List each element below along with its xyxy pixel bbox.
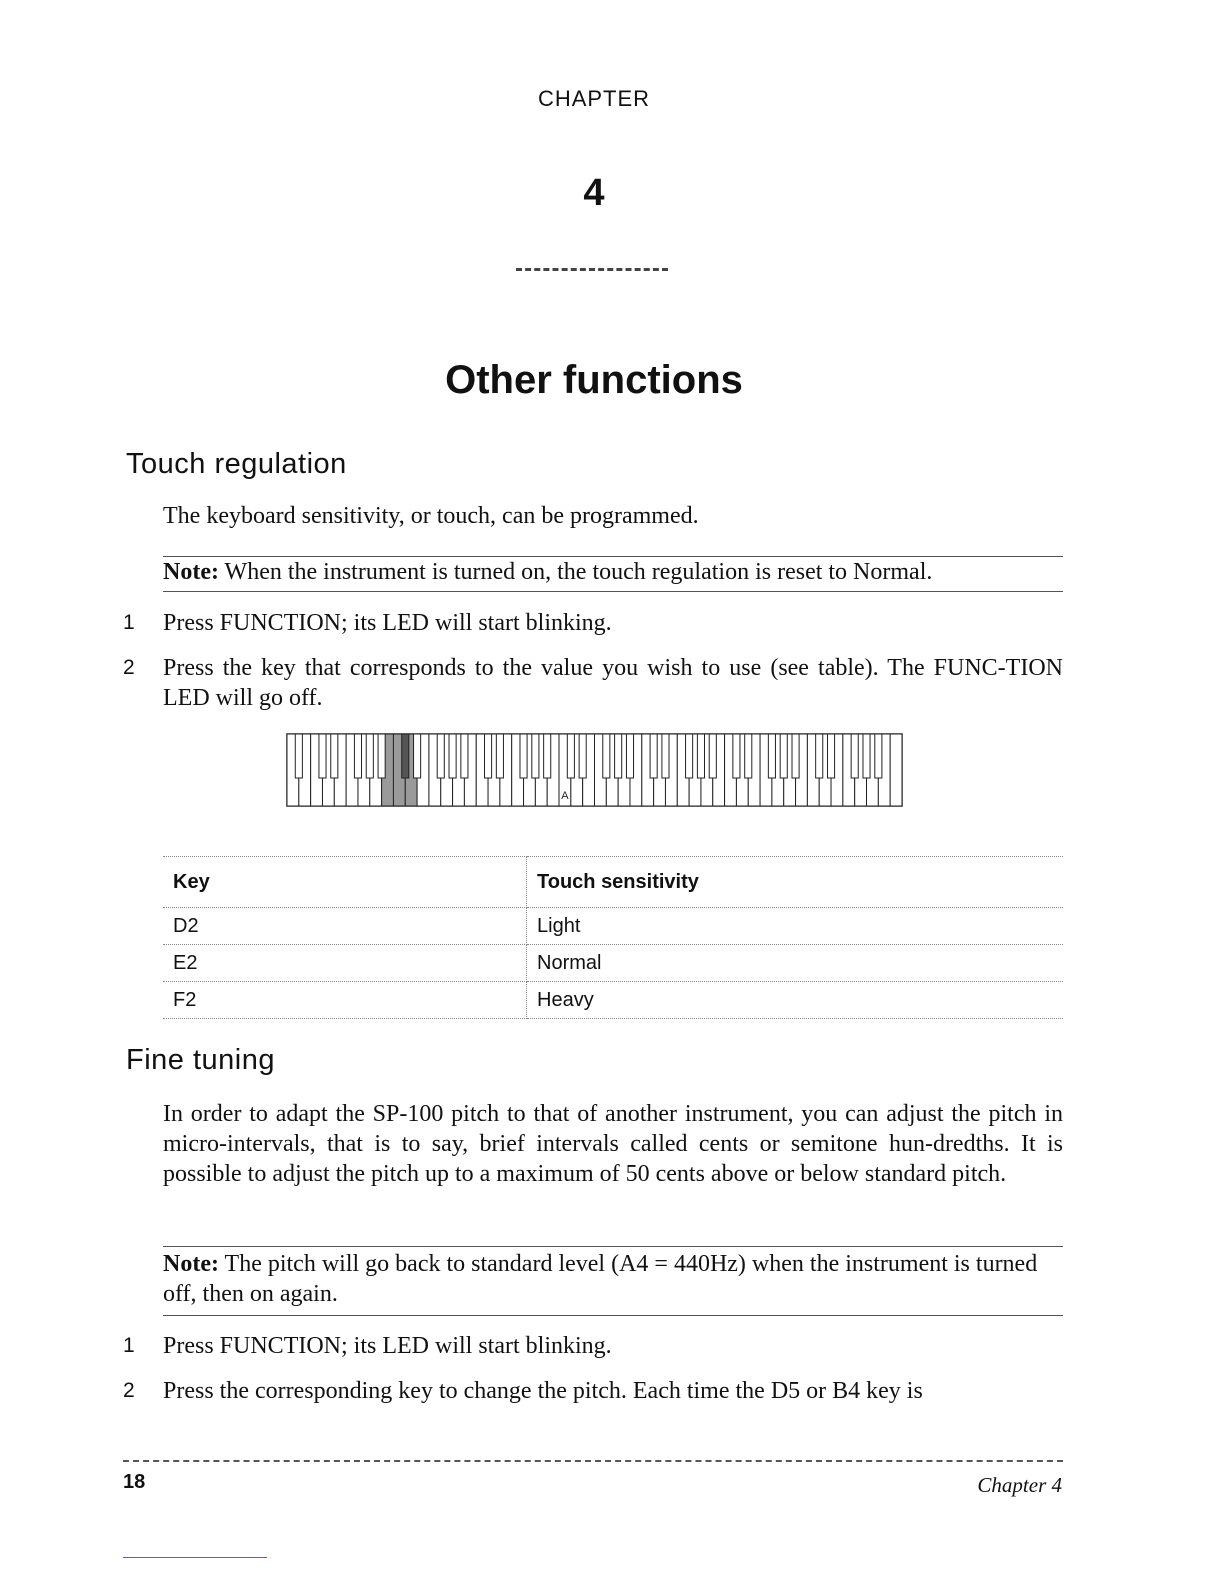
- black-key: [686, 734, 693, 778]
- black-key: [319, 734, 326, 778]
- black-key: [295, 734, 302, 778]
- list-item: [123, 1331, 1063, 1361]
- section-heading-fine-tuning: Fine tuning: [126, 1044, 275, 1076]
- touch-note: [163, 556, 1063, 592]
- footer-chapter-ref: Chapter 4: [977, 1473, 1062, 1497]
- step-text: Press FUNCTION; its LED will start blinking.: [163, 1333, 612, 1359]
- black-key: [792, 734, 799, 778]
- note-label: Note:: [163, 1251, 219, 1277]
- step-number: 2: [123, 1379, 135, 1402]
- note-text: The pitch will go back to standard level (A4 = 440Hz) when the instrument is turned off, then on again.: [163, 1251, 1038, 1307]
- note-text: When the instrument is turned on, the touch regulation is reset to Normal.: [218, 559, 933, 585]
- page-title: Other functions: [445, 358, 743, 402]
- black-key: [579, 734, 586, 778]
- table-cell-sensitivity: Light: [527, 908, 1064, 945]
- fine-tuning-paragraph: In order to adapt the SP-100 pitch to that of another instrument, you can adjust the pitch in micro-intervals, that is to say, brief intervals called cents or semitone hun-dredths. It is possible to adjust the pitch up to a maximum of 50 cents above or below standard pitch.: [163, 1101, 1063, 1187]
- chapter-label: CHAPTER: [537, 86, 651, 111]
- black-key: [863, 734, 870, 778]
- black-key: [615, 734, 622, 778]
- table-cell-key: F2: [163, 982, 527, 1019]
- chapter-number: 4: [583, 172, 605, 214]
- black-key: [875, 734, 882, 778]
- table-row: [163, 945, 1063, 982]
- table-header-row: [163, 857, 1063, 908]
- black-key: [366, 734, 373, 778]
- section-heading-touch-regulation: Touch regulation: [126, 448, 347, 480]
- black-key: [449, 734, 456, 778]
- black-key: [650, 734, 657, 778]
- black-key: [733, 734, 740, 778]
- keyboard-diagram: [286, 733, 903, 807]
- step-number: 2: [123, 656, 135, 679]
- touch-intro-text: The keyboard sensitivity, or touch, can be programmed.: [163, 503, 699, 529]
- touch-sensitivity-table: [163, 856, 1063, 1019]
- black-key: [780, 734, 787, 778]
- black-key: [567, 734, 574, 778]
- black-key: [662, 734, 669, 778]
- black-key: [827, 734, 834, 778]
- step-text: Press the key that corresponds to the value you wish to use (see table). The FUNC-TION LED will go off.: [163, 655, 1063, 711]
- list-item: [123, 1376, 1063, 1406]
- table-row: [163, 908, 1063, 945]
- black-key: [745, 734, 752, 778]
- step-text: Press FUNCTION; its LED will start blinking.: [163, 610, 612, 636]
- black-key: [532, 734, 539, 778]
- note-label: Note:: [163, 559, 219, 585]
- black-key: [331, 734, 338, 778]
- table-cell-sensitivity: Normal: [527, 945, 1064, 982]
- step-number: 1: [123, 611, 135, 634]
- black-key: [816, 734, 823, 778]
- column-header-key: Key: [163, 857, 527, 908]
- black-key: [496, 734, 503, 778]
- bottom-rule: [123, 1557, 267, 1558]
- black-key: [851, 734, 858, 778]
- black-key: [402, 734, 409, 778]
- black-key: [697, 734, 704, 778]
- black-key: [626, 734, 633, 778]
- black-key: [437, 734, 444, 778]
- black-key: [461, 734, 468, 778]
- black-key: [709, 734, 716, 778]
- table-cell-key: E2: [163, 945, 527, 982]
- table-cell-sensitivity: Heavy: [527, 982, 1064, 1019]
- footer-divider: [123, 1460, 1063, 1462]
- key-marker-label: A: [561, 790, 569, 802]
- list-item: [123, 653, 1063, 713]
- black-key: [603, 734, 610, 778]
- step-text: Press the corresponding key to change the pitch. Each time the D5 or B4 key is: [163, 1378, 923, 1404]
- black-key: [354, 734, 361, 778]
- black-key: [414, 734, 421, 778]
- white-key: [890, 734, 902, 806]
- page-number: 18: [123, 1471, 146, 1493]
- black-key: [520, 734, 527, 778]
- step-number: 1: [123, 1334, 135, 1357]
- black-key: [544, 734, 551, 778]
- black-key: [378, 734, 385, 778]
- chapter-divider: [516, 268, 668, 271]
- black-key: [768, 734, 775, 778]
- table-cell-key: D2: [163, 908, 527, 945]
- table-row: [163, 982, 1063, 1019]
- list-item: [123, 608, 1063, 638]
- column-header-touch-sensitivity: Touch sensitivity: [527, 857, 1064, 908]
- black-key: [485, 734, 492, 778]
- fine-tuning-note: [163, 1246, 1063, 1316]
